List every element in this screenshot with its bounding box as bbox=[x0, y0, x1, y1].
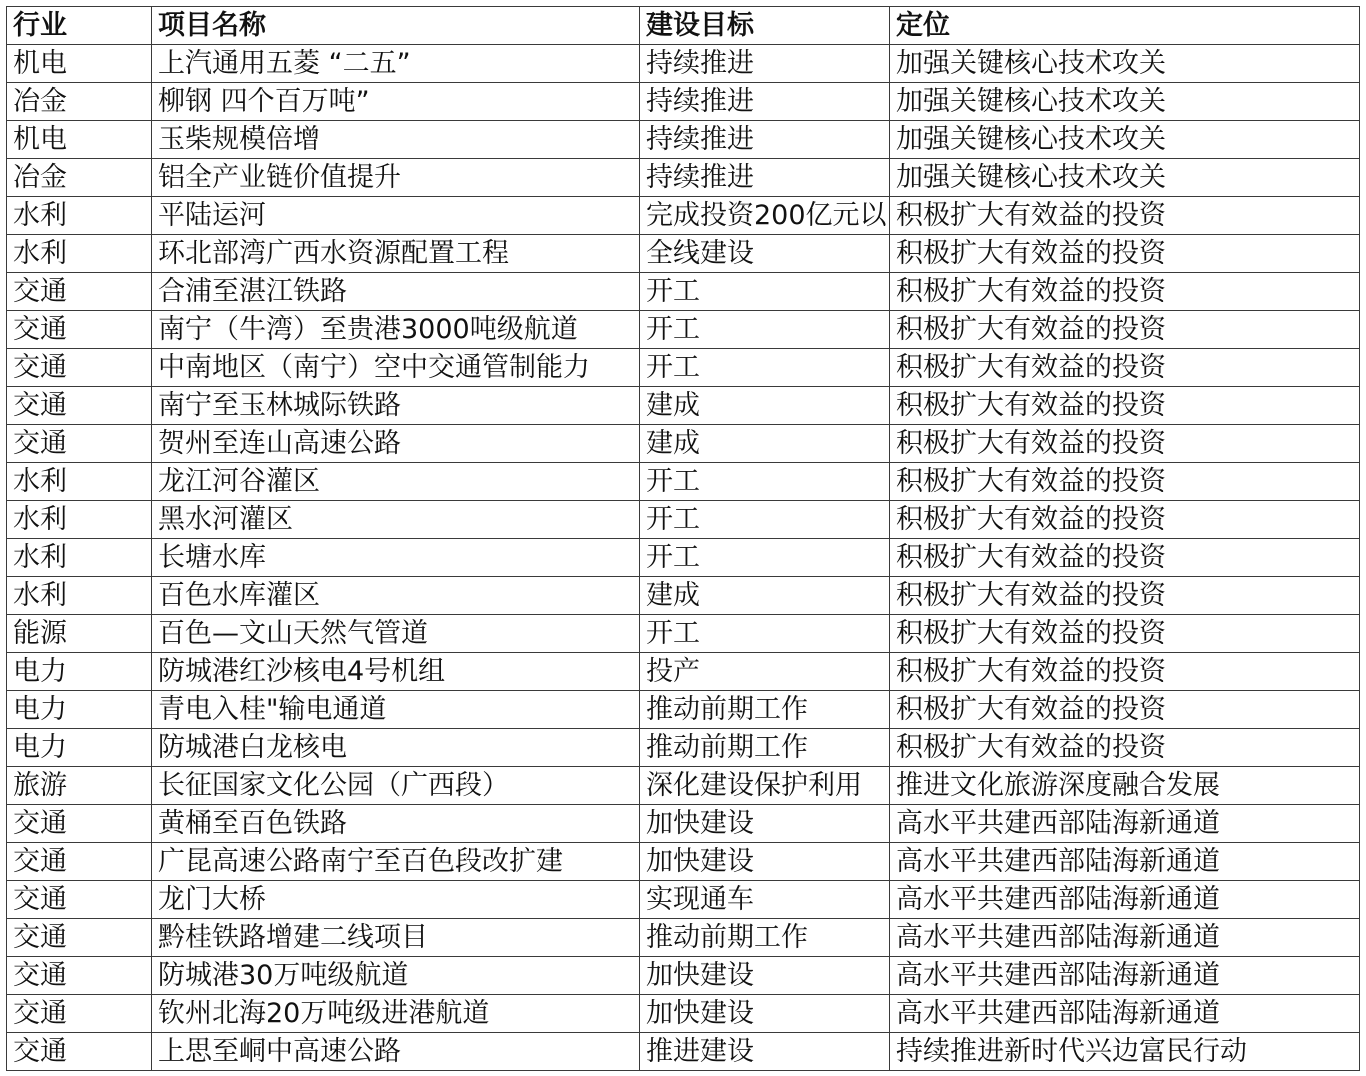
cell-target[interactable]: 开工 bbox=[640, 349, 890, 387]
cell-project-name[interactable]: 黄桶至百色铁路 bbox=[152, 805, 640, 843]
table-row bbox=[7, 501, 1360, 539]
cell-industry[interactable]: 交通 bbox=[7, 805, 152, 843]
table-body bbox=[7, 45, 1360, 1071]
table-row bbox=[7, 539, 1360, 577]
table-row bbox=[7, 311, 1360, 349]
cell-positioning[interactable]: 积极扩大有效益的投资 bbox=[890, 615, 1360, 653]
cell-positioning[interactable]: 积极扩大有效益的投资 bbox=[890, 653, 1360, 691]
cell-positioning[interactable]: 积极扩大有效益的投资 bbox=[890, 311, 1360, 349]
cell-project-name[interactable]: 百色水库灌区 bbox=[152, 577, 640, 615]
cell-target[interactable]: 建成 bbox=[640, 425, 890, 463]
cell-industry[interactable]: 机电 bbox=[7, 45, 152, 83]
table-row bbox=[7, 235, 1360, 273]
cell-industry[interactable]: 旅游 bbox=[7, 767, 152, 805]
table-row bbox=[7, 691, 1360, 729]
table-row bbox=[7, 273, 1360, 311]
table-row bbox=[7, 843, 1360, 881]
header-industry[interactable]: 行业 bbox=[7, 7, 152, 45]
cell-target[interactable]: 投产 bbox=[640, 653, 890, 691]
header-positioning[interactable]: 定位 bbox=[890, 7, 1360, 45]
cell-industry[interactable]: 能源 bbox=[7, 615, 152, 653]
cell-target[interactable]: 开工 bbox=[640, 501, 890, 539]
cell-industry[interactable]: 水利 bbox=[7, 577, 152, 615]
cell-industry[interactable]: 交通 bbox=[7, 349, 152, 387]
cell-target[interactable]: 推动前期工作 bbox=[640, 691, 890, 729]
cell-industry[interactable]: 交通 bbox=[7, 387, 152, 425]
cell-target[interactable]: 开工 bbox=[640, 463, 890, 501]
cell-project-name[interactable]: 黑水河灌区 bbox=[152, 501, 640, 539]
cell-target[interactable]: 开工 bbox=[640, 615, 890, 653]
cell-positioning[interactable]: 加强关键核心技术攻关 bbox=[890, 83, 1360, 121]
cell-target[interactable]: 开工 bbox=[640, 273, 890, 311]
table-row bbox=[7, 1033, 1360, 1071]
table-row bbox=[7, 995, 1360, 1033]
cell-project-name[interactable]: 合浦至湛江铁路 bbox=[152, 273, 640, 311]
cell-target[interactable]: 开工 bbox=[640, 311, 890, 349]
cell-target[interactable]: 全线建设 bbox=[640, 235, 890, 273]
cell-project-name[interactable]: 长征国家文化公园（广西段） bbox=[152, 767, 640, 805]
cell-project-name[interactable]: 贺州至连山高速公路 bbox=[152, 425, 640, 463]
cell-project-name[interactable]: 钦州北海20万吨级进港航道 bbox=[152, 995, 640, 1033]
cell-industry[interactable]: 水利 bbox=[7, 539, 152, 577]
cell-positioning[interactable]: 积极扩大有效益的投资 bbox=[890, 197, 1360, 235]
cell-project-name[interactable]: 上汽通用五菱 “二五” bbox=[152, 45, 640, 83]
table-row bbox=[7, 425, 1360, 463]
cell-target[interactable]: 实现通车 bbox=[640, 881, 890, 919]
cell-industry[interactable]: 交通 bbox=[7, 843, 152, 881]
cell-industry[interactable]: 电力 bbox=[7, 653, 152, 691]
cell-positioning[interactable]: 积极扩大有效益的投资 bbox=[890, 387, 1360, 425]
cell-positioning[interactable]: 高水平共建西部陆海新通道 bbox=[890, 995, 1360, 1033]
cell-target[interactable]: 开工 bbox=[640, 539, 890, 577]
project-table bbox=[6, 6, 1360, 1071]
cell-industry[interactable]: 水利 bbox=[7, 235, 152, 273]
cell-target[interactable]: 推进建设 bbox=[640, 1033, 890, 1071]
cell-project-name[interactable]: 长塘水库 bbox=[152, 539, 640, 577]
table-row bbox=[7, 653, 1360, 691]
cell-industry[interactable]: 交通 bbox=[7, 1033, 152, 1071]
table-row bbox=[7, 957, 1360, 995]
cell-project-name[interactable]: 南宁至玉林城际铁路 bbox=[152, 387, 640, 425]
cell-target[interactable]: 加快建设 bbox=[640, 805, 890, 843]
cell-positioning[interactable]: 积极扩大有效益的投资 bbox=[890, 691, 1360, 729]
cell-target[interactable]: 持续推进 bbox=[640, 45, 890, 83]
table-row bbox=[7, 349, 1360, 387]
cell-positioning[interactable]: 加强关键核心技术攻关 bbox=[890, 159, 1360, 197]
cell-positioning[interactable]: 积极扩大有效益的投资 bbox=[890, 349, 1360, 387]
cell-positioning[interactable]: 高水平共建西部陆海新通道 bbox=[890, 843, 1360, 881]
cell-target[interactable]: 深化建设保护利用 bbox=[640, 767, 890, 805]
header-target[interactable]: 建设目标 bbox=[640, 7, 890, 45]
cell-positioning[interactable]: 积极扩大有效益的投资 bbox=[890, 273, 1360, 311]
cell-project-name[interactable]: 上思至峒中高速公路 bbox=[152, 1033, 640, 1071]
cell-positioning[interactable]: 积极扩大有效益的投资 bbox=[890, 729, 1360, 767]
cell-positioning[interactable]: 高水平共建西部陆海新通道 bbox=[890, 805, 1360, 843]
cell-project-name[interactable]: 防城港30万吨级航道 bbox=[152, 957, 640, 995]
cell-project-name[interactable]: 广昆高速公路南宁至百色段改扩建 bbox=[152, 843, 640, 881]
header-row bbox=[7, 7, 1360, 45]
cell-industry[interactable]: 电力 bbox=[7, 691, 152, 729]
cell-industry[interactable]: 电力 bbox=[7, 729, 152, 767]
cell-positioning[interactable]: 持续推进新时代兴边富民行动 bbox=[890, 1033, 1360, 1071]
cell-industry[interactable]: 交通 bbox=[7, 311, 152, 349]
cell-positioning[interactable]: 积极扩大有效益的投资 bbox=[890, 501, 1360, 539]
cell-industry[interactable]: 冶金 bbox=[7, 159, 152, 197]
cell-target[interactable]: 推动前期工作 bbox=[640, 919, 890, 957]
cell-positioning[interactable]: 高水平共建西部陆海新通道 bbox=[890, 957, 1360, 995]
table-row bbox=[7, 387, 1360, 425]
top-clip bbox=[0, 0, 1366, 6]
cell-project-name[interactable]: 平陆运河 bbox=[152, 197, 640, 235]
cell-positioning[interactable]: 加强关键核心技术攻关 bbox=[890, 45, 1360, 83]
cell-positioning[interactable]: 积极扩大有效益的投资 bbox=[890, 463, 1360, 501]
cell-target[interactable]: 持续推进 bbox=[640, 121, 890, 159]
cell-target[interactable]: 加快建设 bbox=[640, 843, 890, 881]
cell-target[interactable]: 持续推进 bbox=[640, 83, 890, 121]
table-row bbox=[7, 159, 1360, 197]
cell-project-name[interactable]: 黔桂铁路增建二线项目 bbox=[152, 919, 640, 957]
cell-industry[interactable]: 交通 bbox=[7, 881, 152, 919]
table-row bbox=[7, 881, 1360, 919]
cell-target[interactable]: 加快建设 bbox=[640, 995, 890, 1033]
cell-project-name[interactable]: 柳钢 四个百万吨” bbox=[152, 83, 640, 121]
cell-positioning[interactable]: 推进文化旅游深度融合发展 bbox=[890, 767, 1360, 805]
cell-project-name[interactable]: 百色—文山天然气管道 bbox=[152, 615, 640, 653]
table-row bbox=[7, 615, 1360, 653]
cell-target[interactable]: 加快建设 bbox=[640, 957, 890, 995]
table-row bbox=[7, 577, 1360, 615]
cell-industry[interactable]: 交通 bbox=[7, 273, 152, 311]
cell-project-name[interactable]: 青电入桂"输电通道 bbox=[152, 691, 640, 729]
cell-target[interactable]: 持续推进 bbox=[640, 159, 890, 197]
cell-positioning[interactable]: 高水平共建西部陆海新通道 bbox=[890, 881, 1360, 919]
cell-project-name[interactable]: 南宁（牛湾）至贵港3000吨级航道 bbox=[152, 311, 640, 349]
table-row bbox=[7, 463, 1360, 501]
cell-industry[interactable]: 交通 bbox=[7, 425, 152, 463]
cell-project-name[interactable]: 铝全产业链价值提升 bbox=[152, 159, 640, 197]
cell-positioning[interactable]: 高水平共建西部陆海新通道 bbox=[890, 919, 1360, 957]
cell-positioning[interactable]: 积极扩大有效益的投资 bbox=[890, 539, 1360, 577]
cell-industry[interactable]: 交通 bbox=[7, 995, 152, 1033]
cell-project-name[interactable]: 龙江河谷灌区 bbox=[152, 463, 640, 501]
table-row bbox=[7, 767, 1360, 805]
cell-industry[interactable]: 水利 bbox=[7, 197, 152, 235]
cell-project-name[interactable]: 防城港红沙核电4号机组 bbox=[152, 653, 640, 691]
table-row bbox=[7, 197, 1360, 235]
cell-target[interactable]: 建成 bbox=[640, 387, 890, 425]
cell-project-name[interactable]: 环北部湾广西水资源配置工程 bbox=[152, 235, 640, 273]
table-row bbox=[7, 45, 1360, 83]
cell-industry[interactable]: 水利 bbox=[7, 501, 152, 539]
header-project-name[interactable]: 项目名称 bbox=[152, 7, 640, 45]
table-row bbox=[7, 805, 1360, 843]
cell-industry[interactable]: 交通 bbox=[7, 957, 152, 995]
cell-project-name[interactable]: 龙门大桥 bbox=[152, 881, 640, 919]
table-row bbox=[7, 919, 1360, 957]
cell-positioning[interactable]: 加强关键核心技术攻关 bbox=[890, 121, 1360, 159]
cell-industry[interactable]: 机电 bbox=[7, 121, 152, 159]
cell-positioning[interactable]: 积极扩大有效益的投资 bbox=[890, 425, 1360, 463]
cell-project-name[interactable]: 防城港白龙核电 bbox=[152, 729, 640, 767]
cell-project-name[interactable]: 玉柴规模倍增 bbox=[152, 121, 640, 159]
cell-industry[interactable]: 交通 bbox=[7, 919, 152, 957]
cell-positioning[interactable]: 积极扩大有效益的投资 bbox=[890, 235, 1360, 273]
cell-industry[interactable]: 冶金 bbox=[7, 83, 152, 121]
cell-positioning[interactable]: 积极扩大有效益的投资 bbox=[890, 577, 1360, 615]
cell-target[interactable]: 完成投资200亿元以 bbox=[640, 197, 890, 235]
cell-industry[interactable]: 水利 bbox=[7, 463, 152, 501]
cell-target[interactable]: 建成 bbox=[640, 577, 890, 615]
table-row bbox=[7, 729, 1360, 767]
table-row bbox=[7, 121, 1360, 159]
cell-project-name[interactable]: 中南地区（南宁）空中交通管制能力 bbox=[152, 349, 640, 387]
table-row bbox=[7, 83, 1360, 121]
cell-target[interactable]: 推动前期工作 bbox=[640, 729, 890, 767]
